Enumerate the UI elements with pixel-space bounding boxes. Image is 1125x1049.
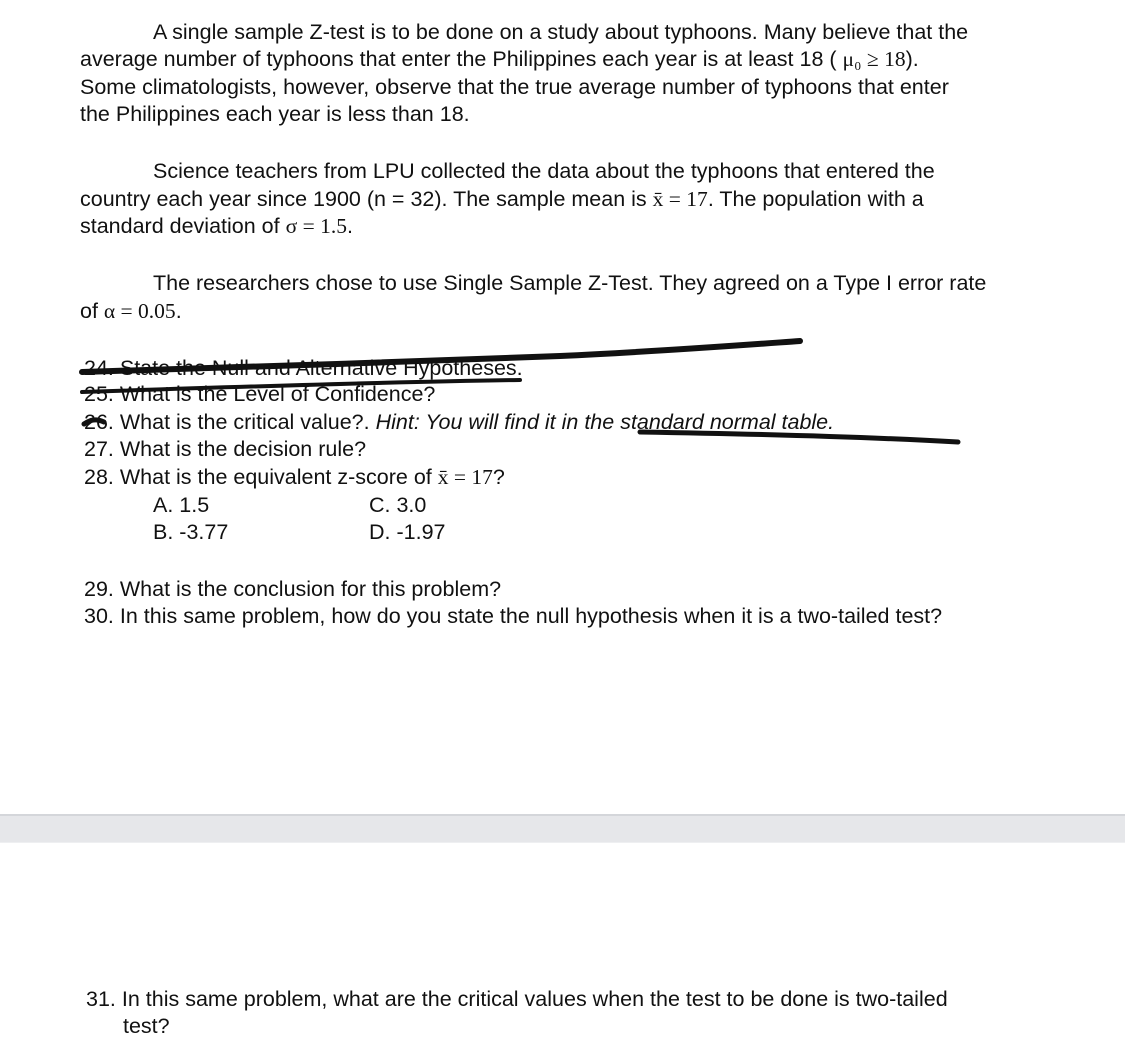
choice-b: B. -3.77 (153, 520, 229, 544)
question-24: 24. State the Null and Alternative Hypotheses. (84, 356, 523, 380)
intro-line-2-text: average number of typhoons that enter the Philippines each year is at least 18 ( (80, 47, 837, 71)
data-line-1: Science teachers from LPU collected the data about the typhoons that entered the (153, 159, 935, 183)
intro-line-2 (80, 46, 919, 73)
alpha-expression: α = 0.05 (103, 299, 176, 323)
method-line-2-text: of (80, 299, 98, 323)
intro-line-1: A single sample Z-test is to be done on a study about typhoons. Many believe that the (153, 20, 969, 44)
choice-d: D. -1.97 (369, 520, 446, 544)
method-line-2 (80, 298, 182, 325)
sigma-expression: σ = 1.5 (285, 214, 347, 238)
data-line-2 (80, 186, 924, 213)
data-line-3-end: . (346, 214, 353, 238)
question-28-end: ? (492, 465, 505, 489)
question-28 (84, 464, 505, 491)
question-27: 27. What is the decision rule? (84, 437, 367, 461)
data-line-3 (80, 213, 353, 240)
section-divider (0, 814, 1125, 843)
question-28-text: 28. What is the equivalent z-score of (84, 465, 432, 489)
question-31-cont: test? (123, 1014, 170, 1038)
intro-line-2-end: ). (905, 47, 919, 71)
question-28-expression: x̄ = 17 (437, 465, 493, 489)
intro-line-3: Some climatologists, however, observe that the true average number of typhoons that enter (80, 75, 949, 99)
choice-a: A. 1.5 (153, 493, 210, 517)
data-line-2-text: country each year since 1900 (n = 32). The sample mean is (80, 187, 647, 211)
data-line-3-text: standard deviation of (80, 214, 280, 238)
question-26 (84, 409, 834, 436)
intro-line-4: the Philippines each year is less than 18. (80, 102, 470, 126)
mu-null-expression: μ₀ ≥ 18 (842, 47, 906, 71)
choice-c: C. 3.0 (369, 493, 427, 517)
question-26-text: 26. What is the critical value?. (84, 410, 370, 434)
question-25: 25. What is the Level of Confidence? (84, 382, 436, 406)
method-line-1: The researchers chose to use Single Sample Z-Test. They agreed on a Type I error rate (153, 271, 987, 295)
method-line-2-end: . (175, 299, 182, 323)
question-31: 31. In this same problem, what are the critical values when the test to be done is two-tailed (86, 987, 948, 1011)
data-line-2-end: . The population with a (707, 187, 924, 211)
question-29: 29. What is the conclusion for this problem? (84, 577, 502, 601)
question-30: 30. In this same problem, how do you state the null hypothesis when it is a two-tailed test? (84, 604, 943, 628)
question-26-hint: Hint: You will find it in the standard normal table. (375, 410, 835, 434)
sample-mean-expression: x̄ = 17 (652, 187, 708, 211)
